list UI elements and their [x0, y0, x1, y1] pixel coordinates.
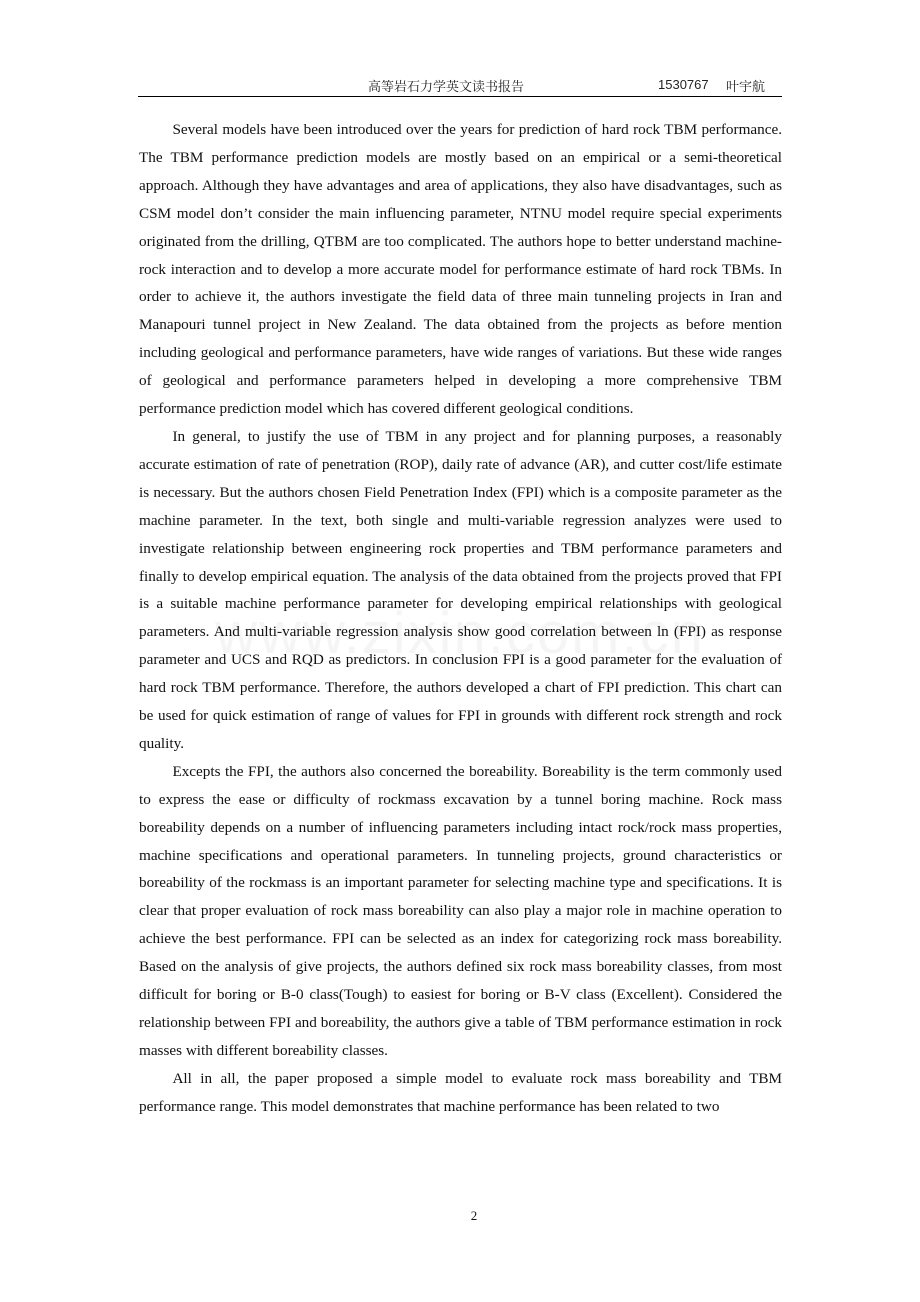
header-student-id: 1530767 [658, 77, 709, 92]
report-body [139, 116, 782, 1121]
page-header [138, 76, 782, 97]
header-title: 高等岩石力学英文读书报告 [368, 80, 525, 95]
paragraph-4: All in all, the paper proposed a simple model to evaluate rock mass boreability and TBM performance range. This model demonstrates that machine performance has been related to two [139, 1069, 782, 1115]
paragraph-1: Several models have been introduced over the years for prediction of hard rock TBM performance. The TBM performance prediction models are mostly based on an empirical or a semi-theoretical approach. Although they have advantages and area of applications, they also have disadvantages, such as CSM model don’t consider the main influencing parameter, NTNU model require special experiments originated from the drilling, QTBM are too complicated. The authors hope to better understand machine-rock interaction and to develop a more accurate model for performance estimate of hard rock TBMs. In order to achieve it, the authors investigate the field data of three main tunneling projects in Iran and Manapouri tunnel project in New Zealand. The data obtained from the projects as before mention including geological and performance parameters, have wide ranges of variations. But these wide ranges of geological and performance parameters helped in developing a more comprehensive TBM performance prediction model which has covered different geological conditions. [139, 121, 782, 418]
header-author-name: 叶宇航 [726, 80, 766, 95]
paragraph-3: Excepts the FPI, the authors also concerned the boreability. Boreability is the term commonly used to express the ease or difficulty of rockmass excavation by a tunnel boring machine. Rock mass boreability depends on a number of influencing parameters including intact rock/rock mass properties, machine specifications and operational parameters. In tunneling projects, ground characteristics or boreability of the rockmass is an important parameter for selecting machine type and specifications. It is clear that proper evaluation of rock mass boreability can also play a major role in machine operation to achieve the best performance. FPI can be selected as an index for categorizing rock mass boreability. Based on the analysis of give projects, the authors defined six rock mass boreability classes, from most difficult for boring or B-0 class(Tough) to easiest for boring or B-V class (Excellent). Considered the relationship between FPI and boreability, the authors give a table of TBM performance estimation in rock masses with different boreability classes. [139, 762, 782, 1059]
paragraph-2: In general, to justify the use of TBM in any project and for planning purposes, a reasonably accurate estimation of rate of penetration (ROP), daily rate of advance (AR), and cutter cost/life estimate is necessary. But the authors chosen Field Penetration Index (FPI) which is a composite parameter as the machine parameter. In the text, both single and multi-variable regression analyzes were used to investigate relationship between engineering rock properties and TBM performance parameters and finally to develop empirical equation. The analysis of the data obtained from the projects proved that FPI is a suitable machine performance parameter for developing empirical relationships with geological parameters. And multi-variable regression analysis show good correlation between ln (FPI) as response parameter and UCS and RQD as predictors. In conclusion FPI is a good parameter for the evaluation of hard rock TBM performance. Therefore, the authors developed a chart of FPI prediction. This chart can be used for quick estimation of range of values for FPI in grounds with different rock strength and rock quality. [139, 427, 782, 752]
page-number: 2 [470, 1208, 478, 1223]
